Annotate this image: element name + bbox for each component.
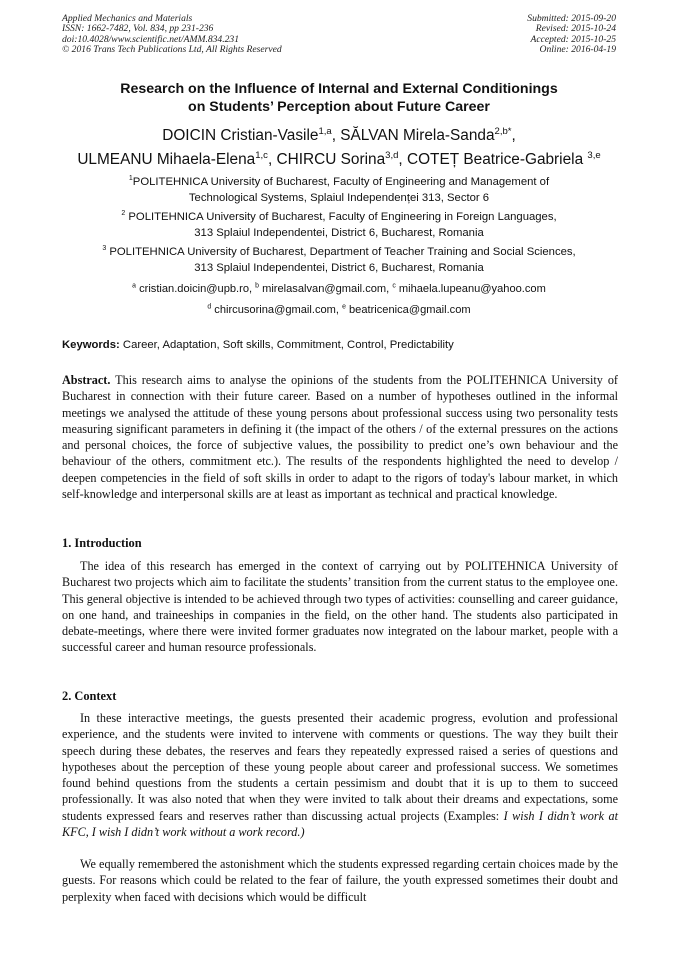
author-affil-sup: 1,c [255, 149, 268, 161]
section-heading-context: 2. Context [62, 689, 117, 703]
affiliation-1 [20, 175, 658, 206]
affiliation-line: POLITEHNICA University of Bucharest, Department of Teacher Training and Social Sciences, [109, 246, 576, 258]
journal-doi[interactable]: doi:10.4028/www.scientific.net/AMM.834.231 [62, 33, 240, 45]
affiliation-line: 313 Splaiul Independentei, District 6, Bucharest, Romania [194, 261, 484, 274]
email-link[interactable]: cristian.doicin@upb.ro, [139, 283, 256, 295]
accepted-date: Accepted: 2015-10-25 [530, 33, 616, 45]
title-line-2: on Students’ Perception about Future Career [188, 99, 490, 115]
keywords-label: Keywords: [62, 339, 120, 351]
email-link[interactable]: beatricenica@gmail.com [349, 304, 471, 316]
email-line-1 [20, 282, 658, 296]
email-link[interactable]: mihaela.lupeanu@yahoo.com [398, 283, 546, 295]
affiliation-3 [20, 245, 658, 276]
author-name: DOICIN Cristian-Vasile [162, 127, 319, 144]
submission-dates [527, 14, 616, 56]
author-name: SĂLVAN Mirela-Sanda [340, 127, 495, 144]
journal-copyright: © 2016 Trans Tech Publications Ltd, All Rights Reserved [62, 44, 282, 56]
submitted-date: Submitted: 2015-09-20 [527, 13, 616, 24]
abstract-text: This research aims to analyse the opinions of the students from the POLITEHNICA University of Bucharest in connection with their future career. Based on a number of hypotheses outlined in the informal meetings we analysed the attitude of these young persons about professional success using two personality tests measuring significant parameters in defining it (the impact of the others / of the external pressures on the actions and personal choices, the force of subjective values, the possibility to predict one’s own behaviour and the behaviour of the others, commitment etc.). The results of the respondents highlighted the need to develop / deepen competencies in the field of soft skills in order to adapt to the rigors of today's labour market, in which self-knowledge and interpersonal skills are at least as important as technical and practical knowledge. [62, 373, 618, 502]
introduction-paragraph: The idea of this research has emerged in the context of carrying out by POLITEHNICA University of Bucharest two projects which aim to facilitate the students’ transition from the current status to the employee one. This general objective is intended to be achieved through two types of activities: counselling and career guidance, on one hand, and traineeships in companies in the field, on the other hand. The students also participated in debate-meetings, where there were invited former graduates now integrated on the labour market, people with a successful career and human resource professionals. [62, 559, 618, 655]
author-affil-sup: 3,d [385, 149, 399, 161]
author-affil-sup: 1,a [318, 125, 332, 137]
affiliation-number: 3 [102, 245, 107, 253]
context-paragraph-2: We equally remembered the astonishment which the students expressed regarding certain choices made by the guests. For reasons which could be related to the fear of failure, the youth expressed sometimes their doubt and perplexity when faced with decisions which would be difficult [62, 857, 618, 904]
abstract [62, 372, 618, 502]
affiliation-line: POLITEHNICA University of Bucharest, Faculty of Engineering in Foreign Languages, [128, 211, 557, 223]
keywords-text: Career, Adaptation, Soft skills, Commitment, Control, Predictability [119, 339, 454, 351]
author-affil-sup: 3,e [587, 149, 601, 161]
email-sup: a [132, 282, 136, 290]
email-sup: b [255, 282, 259, 290]
author-name: COTEȚ Beatrice-Gabriela [406, 151, 588, 168]
paper-title [40, 80, 638, 116]
email-line-2 [20, 303, 658, 317]
affiliation-number: 2 [121, 210, 126, 218]
affiliation-line: 313 Splaiul Independentei, District 6, Bucharest, Romania [194, 226, 484, 239]
email-sup: d [207, 303, 212, 311]
email-sup: c [392, 282, 396, 290]
email-link[interactable]: mirelasalvan@gmail.com, [262, 283, 393, 295]
email-link[interactable]: chircusorina@gmail.com, [214, 304, 343, 316]
journal-name: Applied Mechanics and Materials [62, 13, 193, 24]
revised-date: Revised: 2015-10-24 [535, 23, 616, 35]
section-heading-introduction: 1. Introduction [62, 536, 142, 550]
author-name: ULMEANU Mihaela-Elena [77, 151, 256, 168]
affiliation-line: POLITEHNICA University of Bucharest, Faculty of Engineering and Management of [132, 176, 550, 188]
context-paragraph-text: In these interactive meetings, the guests presented their academic progress, evolution and professional experience, and the students were invited to intervene with comments or questions. The way they built their speech during these debates, the reserves and fears they repeatedly expressed raised a series of questions and hypotheses about the perception of these young people about career and professional success. We sometimes found behind questions from the students a certain pessimism and doubt that it is up to them to succeed professionally. It was also noted that when they were invited to talk about their dreams and expectations, some students expressed fears and reserves rather than discussing actual projects (Examples: [62, 711, 618, 823]
author-list [20, 124, 658, 172]
title-line-1: Research on the Influence of Internal and External Conditionings [120, 81, 558, 97]
journal-info [62, 14, 282, 56]
affiliation-2 [20, 210, 658, 241]
online-date: Online: 2016-04-19 [539, 44, 616, 56]
keywords [62, 338, 618, 352]
affiliation-line: Technological Systems, Splaiul Independenței 313, Sector 6 [188, 191, 490, 204]
author-row-1: DOICIN Cristian-Vasile$^{1,a}$, SĂLVAN Mirela-Sanda$^{2,b*}$, [162, 125, 516, 144]
context-examples: I wish I didn’t work at KFC, I wish I didn’t work without a work record.) [62, 808, 618, 840]
author-affil-sup: 2,b* [494, 125, 512, 137]
context-paragraph-1 [62, 710, 618, 840]
email-sup: e [342, 303, 346, 311]
affiliation-number: 1 [128, 175, 133, 183]
author-name: CHIRCU Sorina [276, 151, 386, 168]
abstract-label: Abstract. [62, 373, 111, 387]
journal-issn: ISSN: 1662-7482, Vol. 834, pp 231-236 [62, 23, 214, 35]
author-row-2: ULMEANU Mihaela-Elena$^{1,c}$, CHIRCU Sorina$^{3,d}$, COTEȚ Beatrice-Gabriela $^{3,e}$ [77, 149, 601, 168]
